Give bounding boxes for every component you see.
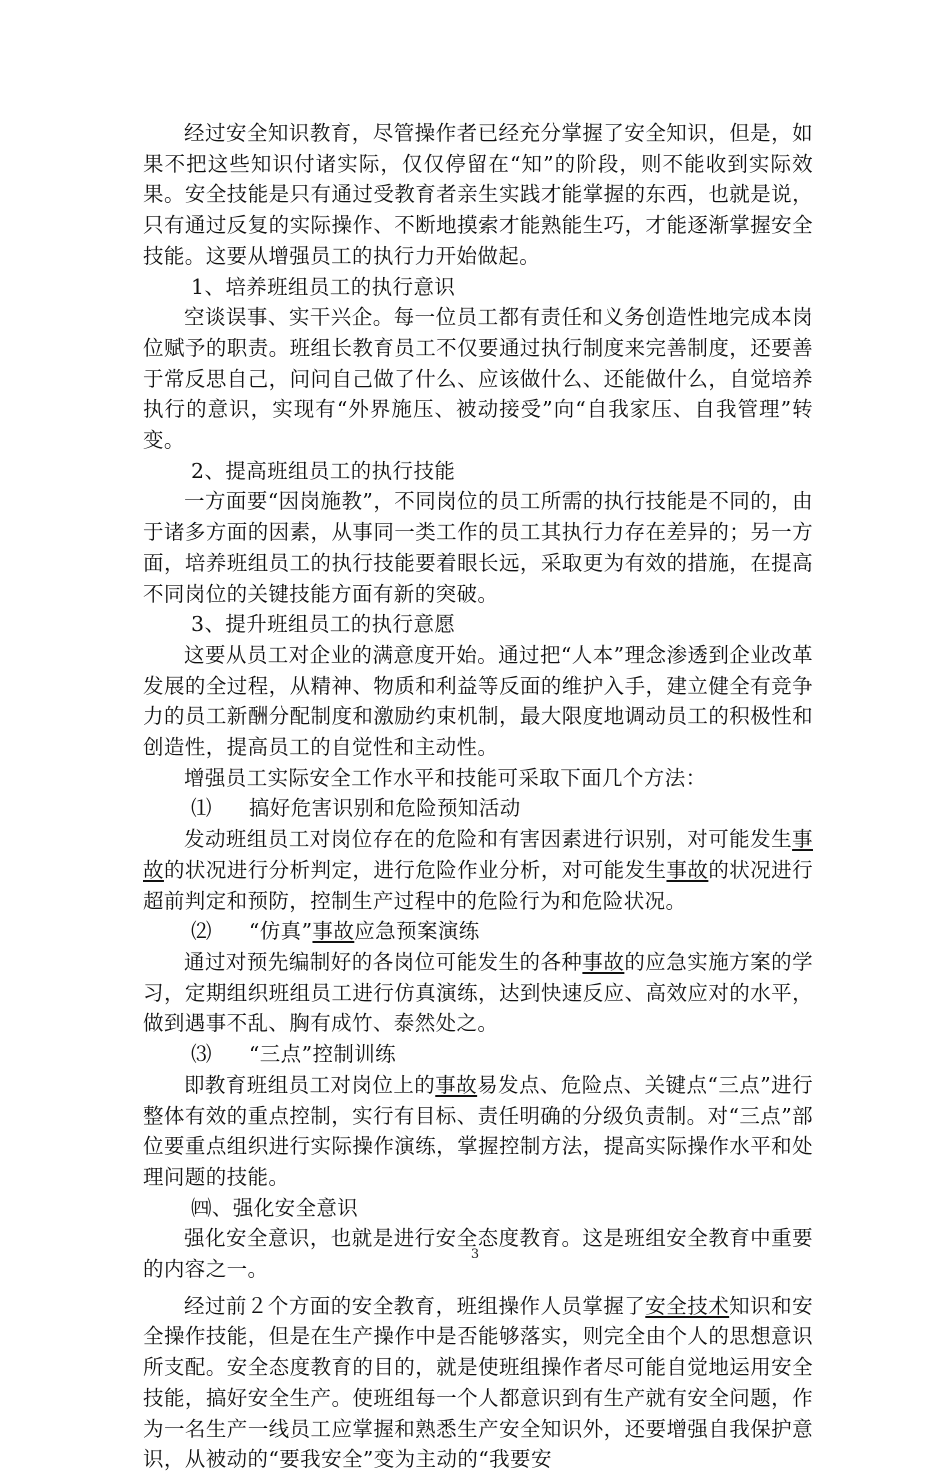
text-run: 发动班组员工对岗位存在的危险和有害因素进行识别，对可能发生 [184, 827, 793, 852]
list-item-heading [143, 793, 813, 824]
paragraph [143, 947, 813, 1039]
list-number: ⑶ [191, 1042, 212, 1067]
list-item-title: 搞好危害识别和危险预知活动 [248, 796, 521, 821]
text-run: 的状况进行超前判定和预防，控制生产过程中的危险行为和危险状况。 [143, 857, 814, 913]
page-number: 3 [470, 1247, 480, 1262]
text-run: 即教育班组员工对岗位上的 [184, 1072, 436, 1097]
paragraph [143, 824, 813, 916]
text-run: 的应急实施方案的学习，定期组织班组员工进行仿真演练，达到快速反应、高效应对的水平，做到遇事不乱、胸有成竹、泰然处之。 [143, 949, 813, 1036]
paragraph: 这要从员工对企业的满意度开始。通过把“人本”理念渗透到企业改革发展的全过程，从精神、物质和利益等反面的维护入手，建立健全有竞争力的员工新酬分配制度和激励约束机制，最大限度地调动员工的积极性和创造性，提高员工的自觉性和主动性。 [143, 642, 813, 760]
list-item-heading [143, 916, 813, 947]
accident-link[interactable]: 事故 [312, 919, 355, 944]
safety-technology-link[interactable]: 安全技术 [645, 1293, 730, 1318]
text-run: 通过对预先编制好的各岗位可能发生的各种 [184, 949, 583, 974]
section-heading: 3、提升班组员工的执行意愿 [191, 612, 456, 637]
list-item-heading [143, 1039, 813, 1070]
paragraph: 一方面要“因岗施教”，不同岗位的员工所需的执行技能是不同的，由于诸多方面的因素，从事同一类工作的员工其执行力存在差异的；另一方面，培养班组员工的执行技能要着眼长远，采取更为有效的措施，在提高不同岗位的关键技能方面有新的突破。 [143, 489, 813, 606]
list-number: ⑵ [191, 919, 212, 944]
paragraph: 强化安全意识，也就是进行安全态度教育。这是班组安全教育中重要的内容之一。 [143, 1226, 813, 1282]
accident-link[interactable]: 事故 [435, 1072, 478, 1097]
list-item-title: 应急预案演练 [354, 919, 480, 944]
paragraph: 经过安全知识教育，尽管操作者已经充分掌握了安全知识，但是，如果不把这些知识付诸实际，仅仅停留在“知”的阶段，则不能收到实际效果。安全技能是只有通过受教育者亲生实践才能掌握的东西，也就是说，只有通过反复的实际操作、不断地摸索才能熟能生巧，才能逐渐掌握安全技能。这要从增强员工的执行力开始做起。 [143, 121, 813, 268]
accident-link[interactable]: 事故 [143, 827, 813, 882]
section-heading: ㈣、强化安全意识 [191, 1195, 359, 1220]
paragraph: 空谈误事、实干兴企。每一位员工都有责任和义务创造性地完成本岗位赋予的职责。班组长教育员工不仅要通过执行制度来完善制度，还要善于常反思自己，问问自己做了什么、应该做什么、还能做什么，自觉培养执行的意识，实现有“外界施压、被动接受”向“自我家压、自我管理”转变。 [143, 305, 813, 453]
text-run: 经过前２个方面的安全教育，班组操作人员掌握了 [184, 1293, 646, 1318]
list-item-title: “三点”控制训练 [248, 1042, 397, 1067]
section-heading: 1、培养班组员工的执行意识 [191, 274, 456, 299]
text-run: 易发点、危险点、关键点“三点”进行整体有效的重点控制，实行有目标、责任明确的分级负责制。对“三点”部位要重点组织进行实际操作演练，掌握控制方法，提高实际操作水平和处理问题的技能。 [143, 1072, 813, 1189]
paragraph: 增强员工实际安全工作水平和技能可采取下面几个方法： [184, 765, 707, 790]
paragraph [143, 1291, 813, 1475]
section-heading: 2、提高班组员工的执行技能 [191, 458, 456, 483]
text-run: 知识和安全操作技能，但是在生产操作中是否能够落实，则完全由个人的思想意识所支配。安全态度教育的目的，就是使班组操作者尽可能自觉地运用安全技能，搞好安全生产。使班组每一个人都意识到有生产就有安全问题，作为一名生产一线员工应掌握和熟悉生产安全知识外，还要增强自我保护意识，从被动的“要我安全”变为主动的“我要安 [143, 1293, 813, 1472]
document-body [143, 118, 813, 1475]
list-item-title: “仿真” [248, 919, 313, 944]
text-run: 的状况进行分析判定，进行危险作业分析，对可能发生 [163, 857, 667, 882]
accident-link[interactable]: 事故 [582, 949, 625, 974]
list-number: ⑴ [191, 796, 212, 821]
accident-link[interactable]: 事故 [666, 857, 709, 882]
paragraph [143, 1070, 813, 1193]
